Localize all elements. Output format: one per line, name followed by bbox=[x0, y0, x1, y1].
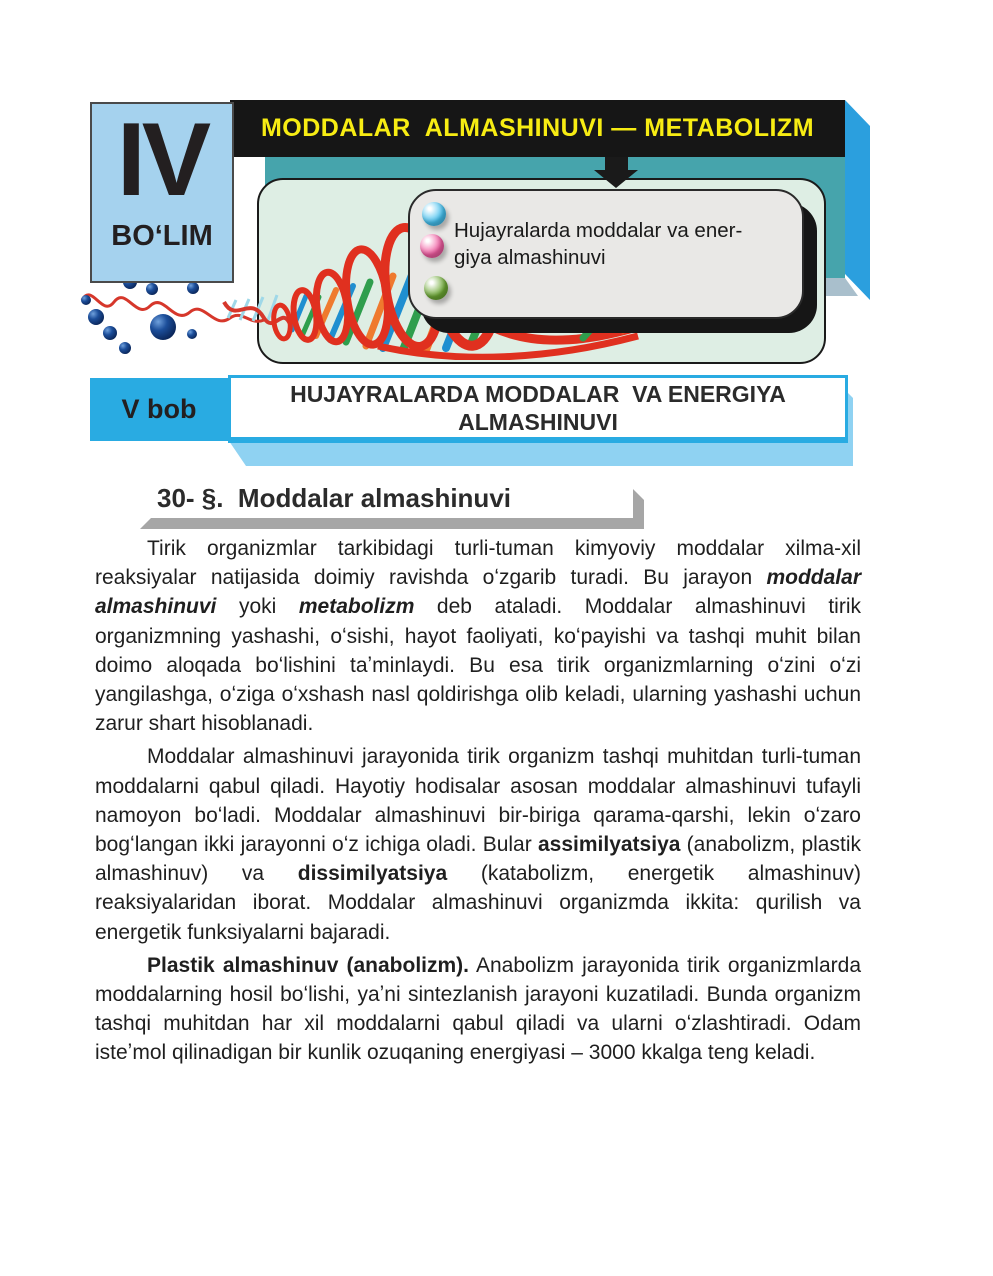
callout-line: Hujayralarda moddalar va ener- bbox=[454, 219, 743, 242]
topics-callout bbox=[408, 189, 804, 319]
chapter-badge-label: V bob bbox=[121, 394, 197, 424]
section-number: IV bbox=[116, 102, 208, 218]
blue-ball-icon bbox=[422, 202, 446, 226]
section-title-banner bbox=[230, 100, 845, 157]
paragraph: Moddalar almashinuvi jarayonida tirik organizm tashqi muhitdan turli-tuman moddalarni qabul qiladi. Hayotiy hodisalar asosan moddalar almashinuvi tufayli namoyon boʻladi. Moddalar almashinuvi bir-biriga qarama-qarshi, lekin oʻzaro bogʻlangan ikki jarayonni oʻz ichiga oladi. Bular assimilyatsiya (anabolizm, plastik almashinuv) va dissimilyatsiya (katabolizm, energetik almashinuv) reaksiyalaridan iborat. Moddalar almashinuvi organizmda ikkita: qurilish va energetik funksiyalarni bajaradi. bbox=[95, 745, 862, 944]
section-title: MODDALAR ALMASHINUVI — METABOLIZM bbox=[260, 114, 815, 142]
section-badge bbox=[90, 102, 234, 283]
green-ball-icon bbox=[424, 276, 448, 300]
pink-ball-icon bbox=[420, 234, 444, 258]
chapter-title-line1: HUJAYRALARDA MODDALAR VA ENERGIYA bbox=[290, 380, 786, 407]
section-label: BOʻLIM bbox=[111, 220, 213, 252]
paragraph: Plastik almashinuv (anabolizm). Anabolizm jarayonida tirik organizmlarda moddalarning hosil boʻlishi, yaʼni sintezlanish jarayoni kuzatiladi. Bunda organizm tashqi muhitdan har xil moddalarni qabul qiladi va ularni oʻzlashtiradi. Odam isteʼmol qilinadigan bir kunlik ozuqaning energiyasi – 3000 kkalga teng keladi. bbox=[95, 953, 861, 1065]
down-arrow-icon bbox=[590, 156, 642, 190]
chapter-badge bbox=[90, 378, 228, 441]
callout-text bbox=[454, 217, 789, 271]
paragraph: Tirik organizmlar tarkibidagi turli-tuman kimyoviy moddalar xilma-xil reaksiyalar natijasida doimiy ravishda oʻzgarib turadi. Bu jarayon moddalar almashinuvi yoki metabolizm deb ataladi. Moddalar almashinuvi tirik organizmning yashashi, oʻsishi, hayot faoliyati, koʻpayishi va tashqi muhit bilan doimo aloqada boʻlishini taʼminlaydi. Bu esa tirik organizmlarning oʻzini oʻzi yangilashga, oʻziga oʻxshash nasl qoldirishga olib keladi, ularning yashashi uchun zarur shart hisoblanadi. bbox=[95, 537, 861, 736]
body-text bbox=[95, 534, 861, 1072]
section-heading: 30- §. Moddalar almashinuvi bbox=[129, 478, 633, 518]
chapter-title-box bbox=[228, 375, 848, 443]
callout-line: giya almashinuvi bbox=[454, 246, 606, 269]
chapter-title-line2: ALMASHINUVI bbox=[458, 408, 618, 435]
